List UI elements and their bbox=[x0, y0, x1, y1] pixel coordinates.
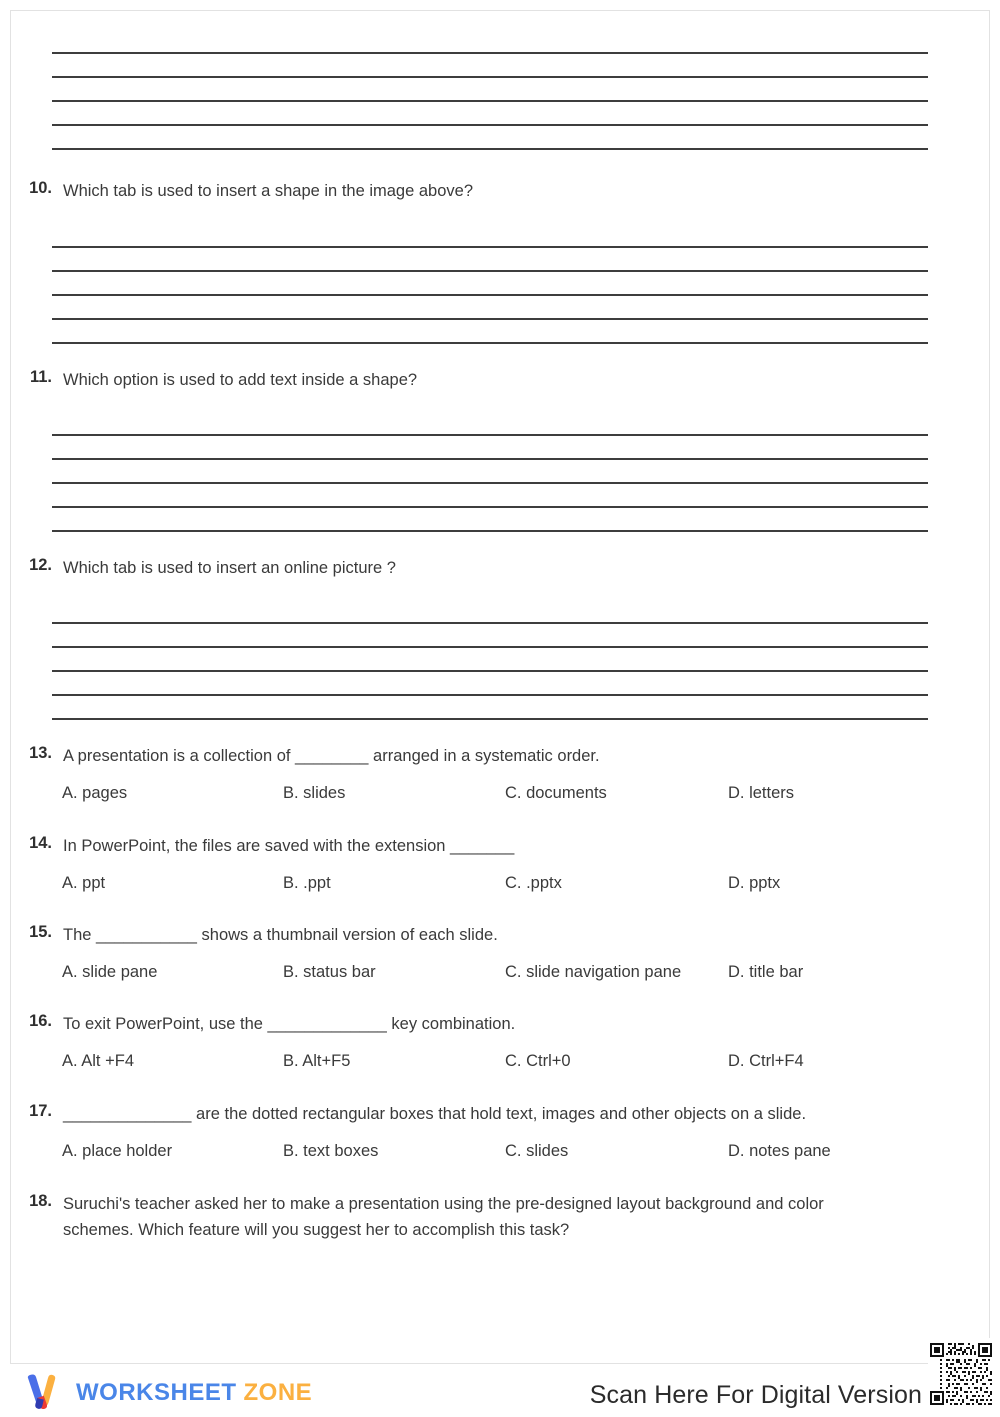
answer-lines-group-top bbox=[52, 30, 928, 150]
option-a[interactable]: A. slide pane bbox=[62, 963, 158, 981]
qr-code[interactable] bbox=[928, 1338, 994, 1410]
brand-logo bbox=[24, 1372, 312, 1414]
option-b[interactable]: B. slides bbox=[283, 784, 346, 802]
option-d[interactable]: D. pptx bbox=[728, 874, 781, 892]
scan-prompt-text: Scan Here For Digital Version bbox=[589, 1381, 922, 1409]
answer-lines-group-q10 bbox=[52, 224, 928, 344]
worksheet-zone-logo-icon bbox=[24, 1374, 66, 1412]
option-b[interactable]: B. Alt+F5 bbox=[283, 1052, 351, 1070]
answer-line bbox=[52, 460, 928, 484]
page-footer bbox=[0, 1364, 1000, 1414]
question-text: The ___________ shows a thumbnail version of each slide. bbox=[63, 926, 498, 944]
question-10 bbox=[18, 179, 918, 205]
question-number: 11. bbox=[29, 368, 52, 386]
question-number: 14. bbox=[29, 834, 52, 852]
question-16 bbox=[18, 1012, 918, 1038]
option-a[interactable]: A. place holder bbox=[62, 1142, 173, 1160]
answer-line bbox=[52, 508, 928, 532]
question-14-options bbox=[52, 874, 932, 898]
question-15-options bbox=[52, 963, 932, 987]
answer-line bbox=[52, 484, 928, 508]
question-text: In PowerPoint, the files are saved with the extension _______ bbox=[63, 837, 515, 855]
option-b[interactable]: B. text boxes bbox=[283, 1142, 379, 1160]
answer-lines-group-q11 bbox=[52, 412, 928, 532]
brand-name-secondary: ZONE bbox=[243, 1379, 313, 1406]
option-d[interactable]: D. Ctrl+F4 bbox=[728, 1052, 804, 1070]
answer-line bbox=[52, 320, 928, 344]
question-number: 16. bbox=[29, 1012, 52, 1030]
question-17-options bbox=[52, 1142, 932, 1166]
question-text: Which tab is used to insert an online picture ? bbox=[63, 559, 396, 577]
option-d[interactable]: D. notes pane bbox=[728, 1142, 831, 1160]
question-13 bbox=[18, 744, 918, 770]
question-number: 17. bbox=[29, 1102, 52, 1120]
answer-line bbox=[52, 272, 928, 296]
brand-name-primary: WORKSHEET bbox=[76, 1379, 237, 1406]
option-c[interactable]: C. slide navigation pane bbox=[505, 963, 682, 981]
option-b[interactable]: B. .ppt bbox=[283, 874, 331, 892]
answer-line bbox=[52, 30, 928, 54]
question-11 bbox=[18, 368, 918, 394]
question-18 bbox=[18, 1192, 918, 1243]
question-text: Which tab is used to insert a shape in the image above? bbox=[63, 182, 473, 200]
question-16-options bbox=[52, 1052, 932, 1076]
answer-line bbox=[52, 648, 928, 672]
question-number: 10. bbox=[29, 179, 52, 197]
option-d[interactable]: D. title bar bbox=[728, 963, 804, 981]
answer-line bbox=[52, 248, 928, 272]
answer-line bbox=[52, 54, 928, 78]
question-text: Suruchi's teacher asked her to make a presentation using the pre-designed layout background and color schemes. Which feature will you suggest her to accomplish this task? bbox=[63, 1195, 824, 1239]
answer-line bbox=[52, 78, 928, 102]
question-number: 12. bbox=[29, 556, 52, 574]
question-14 bbox=[18, 834, 918, 860]
question-text: Which option is used to add text inside a shape? bbox=[63, 371, 418, 389]
answer-line bbox=[52, 296, 928, 320]
question-number: 13. bbox=[29, 744, 52, 762]
option-c[interactable]: C. slides bbox=[505, 1142, 569, 1160]
option-a[interactable]: A. Alt +F4 bbox=[62, 1052, 134, 1070]
answer-line bbox=[52, 102, 928, 126]
answer-line bbox=[52, 624, 928, 648]
question-15 bbox=[18, 923, 918, 949]
answer-lines-group-q12 bbox=[52, 600, 928, 720]
question-number: 15. bbox=[29, 923, 52, 941]
answer-line bbox=[52, 412, 928, 436]
option-b[interactable]: B. status bar bbox=[283, 963, 376, 981]
question-12 bbox=[18, 556, 918, 582]
option-c[interactable]: C. .pptx bbox=[505, 874, 562, 892]
answer-line bbox=[52, 600, 928, 624]
option-c[interactable]: C. documents bbox=[505, 784, 607, 802]
answer-line bbox=[52, 672, 928, 696]
answer-line bbox=[52, 436, 928, 460]
option-a[interactable]: A. pages bbox=[62, 784, 128, 802]
question-17 bbox=[18, 1102, 938, 1128]
question-text: To exit PowerPoint, use the _____________ key combination. bbox=[63, 1015, 516, 1033]
answer-line bbox=[52, 126, 928, 150]
question-text: ______________ are the dotted rectangular boxes that hold text, images and other objects on a slide. bbox=[63, 1105, 807, 1123]
question-13-options bbox=[52, 784, 932, 808]
option-d[interactable]: D. letters bbox=[728, 784, 795, 802]
option-a[interactable]: A. ppt bbox=[62, 874, 106, 892]
option-c[interactable]: C. Ctrl+0 bbox=[505, 1052, 571, 1070]
answer-line bbox=[52, 224, 928, 248]
question-text: A presentation is a collection of ________ arranged in a systematic order. bbox=[63, 747, 600, 765]
answer-line bbox=[52, 696, 928, 720]
question-number: 18. bbox=[29, 1192, 52, 1210]
